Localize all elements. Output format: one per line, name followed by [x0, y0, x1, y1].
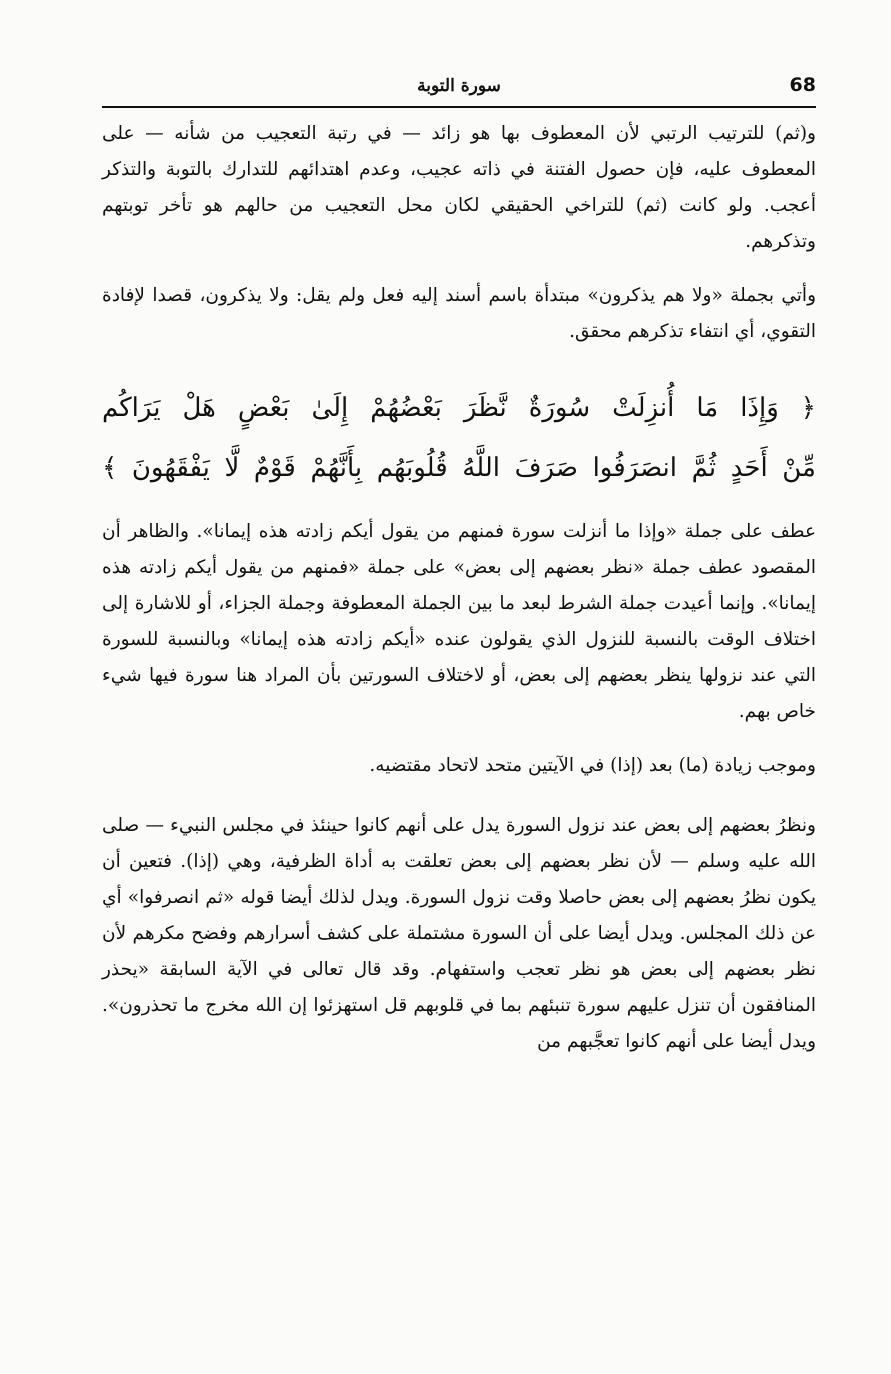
verse-line-1: ﴿ وَإِذَا مَا أُنزِلَتْ سُورَةٌ نَّظَرَ بَعْضُهُمْ إِلَىٰ بَعْضٍ هَلْ يَرَاكُم: [102, 393, 816, 423]
paragraph-taqwi: وأتي بجملة «ولا هم يذكرون» مبتدأة باسم أسند إليه فعل ولم يقل: ولا يذكرون، قصدا لإفادة التقوي، أي انتفاء تذكرهم محقق.: [102, 285, 816, 342]
verse-line-2: مِّنْ أَحَدٍ ثُمَّ انصَرَفُوا صَرَفَ اللَّهُ قُلُوبَهُم بِأَنَّهُمْ قَوْمٌ لَّا يَفْقَهُونَ ﴾: [102, 453, 816, 483]
paragraph-thumma: و(ثم) للترتيب الرتبي لأن المعطوف بها هو زائد — في رتبة التعجيب من شأنه — على المعطوف عليه، فإن حصول الفتنة في ذاته عجيب، وعدم اهتدائهم للتدارك بالتوبة والتذكر أعجب. ولو كانت (ثم) للتراخي الحقيقي لكان محل التعجيب من حالهم هو تأخر توبتهم وتذكرهم.: [102, 123, 816, 252]
commentary-paragraph-3: ونظرُ بعضهم إلى بعض عند نزول السورة يدل على أنهم كانوا حينئذ في مجلس النبيء — صلى الله عليه وسلم — لأن نظر بعضهم إلى بعض تعلقت به أداة الظرفية، وهي (إذا). فتعين أن يكون نظرُ بعضهم إلى بعض حاصلا وقت نزول السورة. ويدل لذلك أيضا قوله «ثم انصرفوا» أي عن ذلك المجلس. ويدل أيضا على أن السورة مشتملة على كشف أسرارهم وفضح مكرهم لأن نظر بعضهم إلى بعض هو نظر تعجب واستفهام. وقد قال تعالى في الآية السابقة «يحذر المنافقون أن تنزل عليهم سورة تنبئهم بما في قلوبهم قل استهزئوا إن الله مخرج ما تحذرون». ويدل أيضا على أنهم كانوا تعجَّبهم من: [102, 815, 816, 1052]
page-body: [102, 116, 816, 1060]
commentary-paragraph-2: وموجب زيادة (ما) بعد (إذا) في الآيتين متحد لاتحاد مقتضيه.: [369, 755, 816, 776]
page-header: [102, 74, 816, 104]
running-title: سورة التوبة: [417, 76, 501, 96]
commentary-paragraph-1: عطف على جملة «وإذا ما أنزلت سورة فمنهم من يقول أيكم زادته هذه إيمانا». والظاهر أن المقصود عطف جملة «نظر بعضهم إلى بعض» على جملة «فمنهم من يقول أيكم زادته هذه إيمانا». وإنما أعيدت جملة الشرط لبعد ما بين الجملة المعطوفة وجملة الجزاء، أو للاشارة إلى اختلاف الوقت بالنسبة للنزول الذي يقولون عنده «أيكم زادته هذه إيمانا» وبالنسبة للسورة التي عند نزولها ينظر بعضهم إلى بعض، أو لاختلاف السورتين بأن المراد هنا سورة فيها شيء خاص بهم.: [102, 521, 816, 722]
quran-verse: [102, 378, 816, 498]
header-rule: [102, 106, 816, 108]
page-number: 68: [789, 74, 816, 96]
